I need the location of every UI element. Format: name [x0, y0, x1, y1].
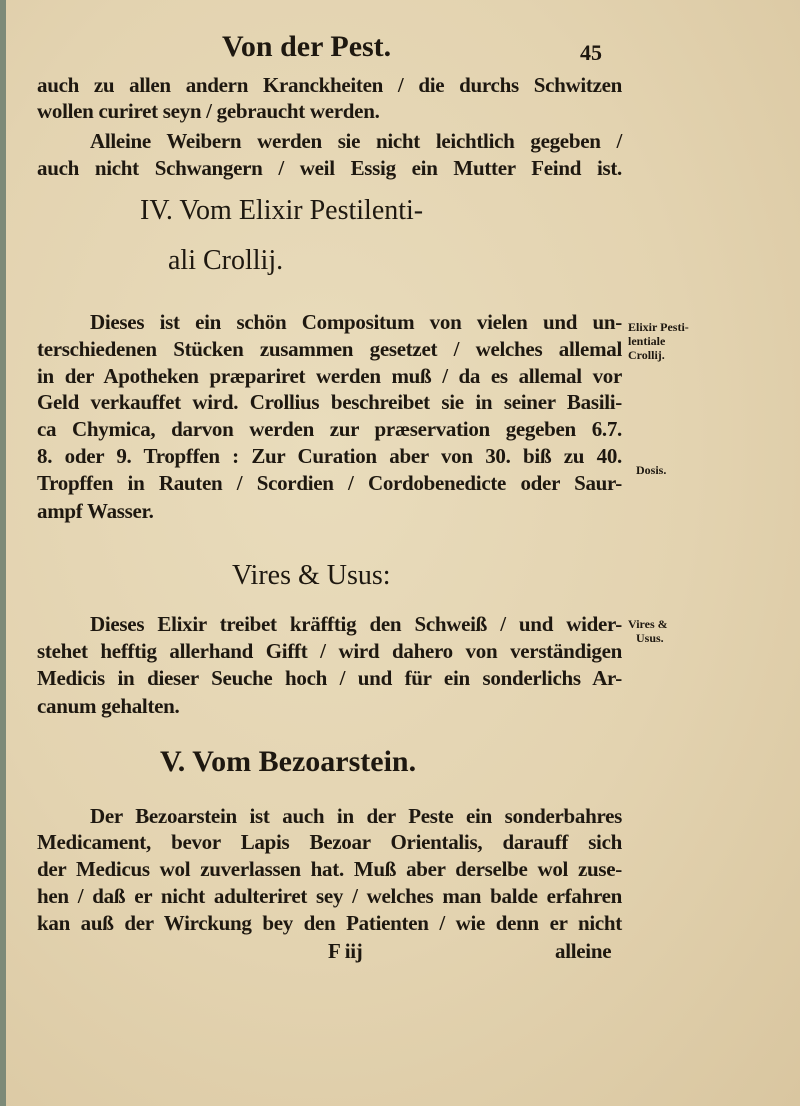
text-line: Dieses ist ein schön Compositum von vielen und un-: [90, 310, 622, 334]
margin-note-line: lentiale: [628, 334, 666, 348]
text-line: Tropffen in Rauten / Scordien / Cordobenedicte oder Saur-: [37, 471, 622, 495]
page-number: 45: [580, 40, 602, 65]
text-line: canum gehalten.: [37, 694, 180, 718]
text-line: in der Apotheken præpariret werden muß / da es allemal vor: [37, 364, 622, 388]
text-line: kan auß der Wirckung bey den Patienten / wie denn er nicht: [37, 911, 622, 935]
text-line: terschiedenen Stücken zusammen gesetzet / welches allemal: [37, 337, 622, 361]
text-line: 8. oder 9. Tropffen : Zur Curation aber von 30. biß zu 40.: [37, 444, 622, 468]
text-line: der Medicus wol zuverlassen hat. Muß aber derselbe wol zuse-: [37, 857, 622, 881]
text-line: Medicis in dieser Seuche hoch / und für ein sonderlichs Ar-: [37, 666, 622, 690]
catchword: alleine: [555, 939, 612, 963]
signature-mark: F iij: [328, 939, 363, 963]
section-title: V. Vom Bezoarstein.: [160, 745, 417, 778]
text-line: ampf Wasser.: [37, 499, 154, 523]
text-line: auch zu allen andern Kranckheiten / die durchs Schwitzen: [37, 73, 622, 97]
margin-note: [628, 320, 689, 362]
text-line: Medicament, bevor Lapis Bezoar Orientalis, darauff sich: [37, 830, 622, 854]
scan-edge: [0, 0, 6, 1106]
section-title: ali Crollij.: [168, 245, 284, 276]
margin-note-line: Vires &: [628, 617, 668, 631]
text-line: ca Chymica, darvon werden zur præservation gegeben 6.7.: [37, 417, 622, 441]
margin-note-line: Elixir Pesti-: [628, 320, 689, 334]
dose-note: Dosis.: [636, 463, 667, 477]
running-head: Von der Pest.: [222, 30, 392, 63]
section-title: Vires & Usus:: [232, 560, 391, 591]
margin-note: [628, 617, 668, 645]
text-line: Dieses Elixir treibet kräfftig den Schweiß / und wider-: [90, 612, 622, 636]
text-line: Der Bezoarstein ist auch in der Peste ein sonderbahres: [90, 804, 622, 828]
text-line: stehet hefftig allerhand Gifft / wird dahero von verständigen: [37, 639, 622, 663]
text-line: Alleine Weibern werden sie nicht leichtlich gegeben /: [90, 129, 622, 153]
text-line: auch nicht Schwangern / weil Essig ein Mutter Feind ist.: [37, 156, 622, 180]
text-line: Geld verkauffet wird. Crollius beschreibet sie in seiner Basili-: [37, 390, 622, 414]
margin-note-line: Crollij.: [628, 348, 665, 362]
margin-note-line: Usus.: [636, 631, 664, 645]
text-line: hen / daß er nicht adulteriret sey / welches man balde erfahren: [37, 884, 622, 908]
text-line: wollen curiret seyn / gebraucht werden.: [37, 99, 380, 123]
section-title: IV. Vom Elixir Pestilenti-: [140, 195, 424, 226]
